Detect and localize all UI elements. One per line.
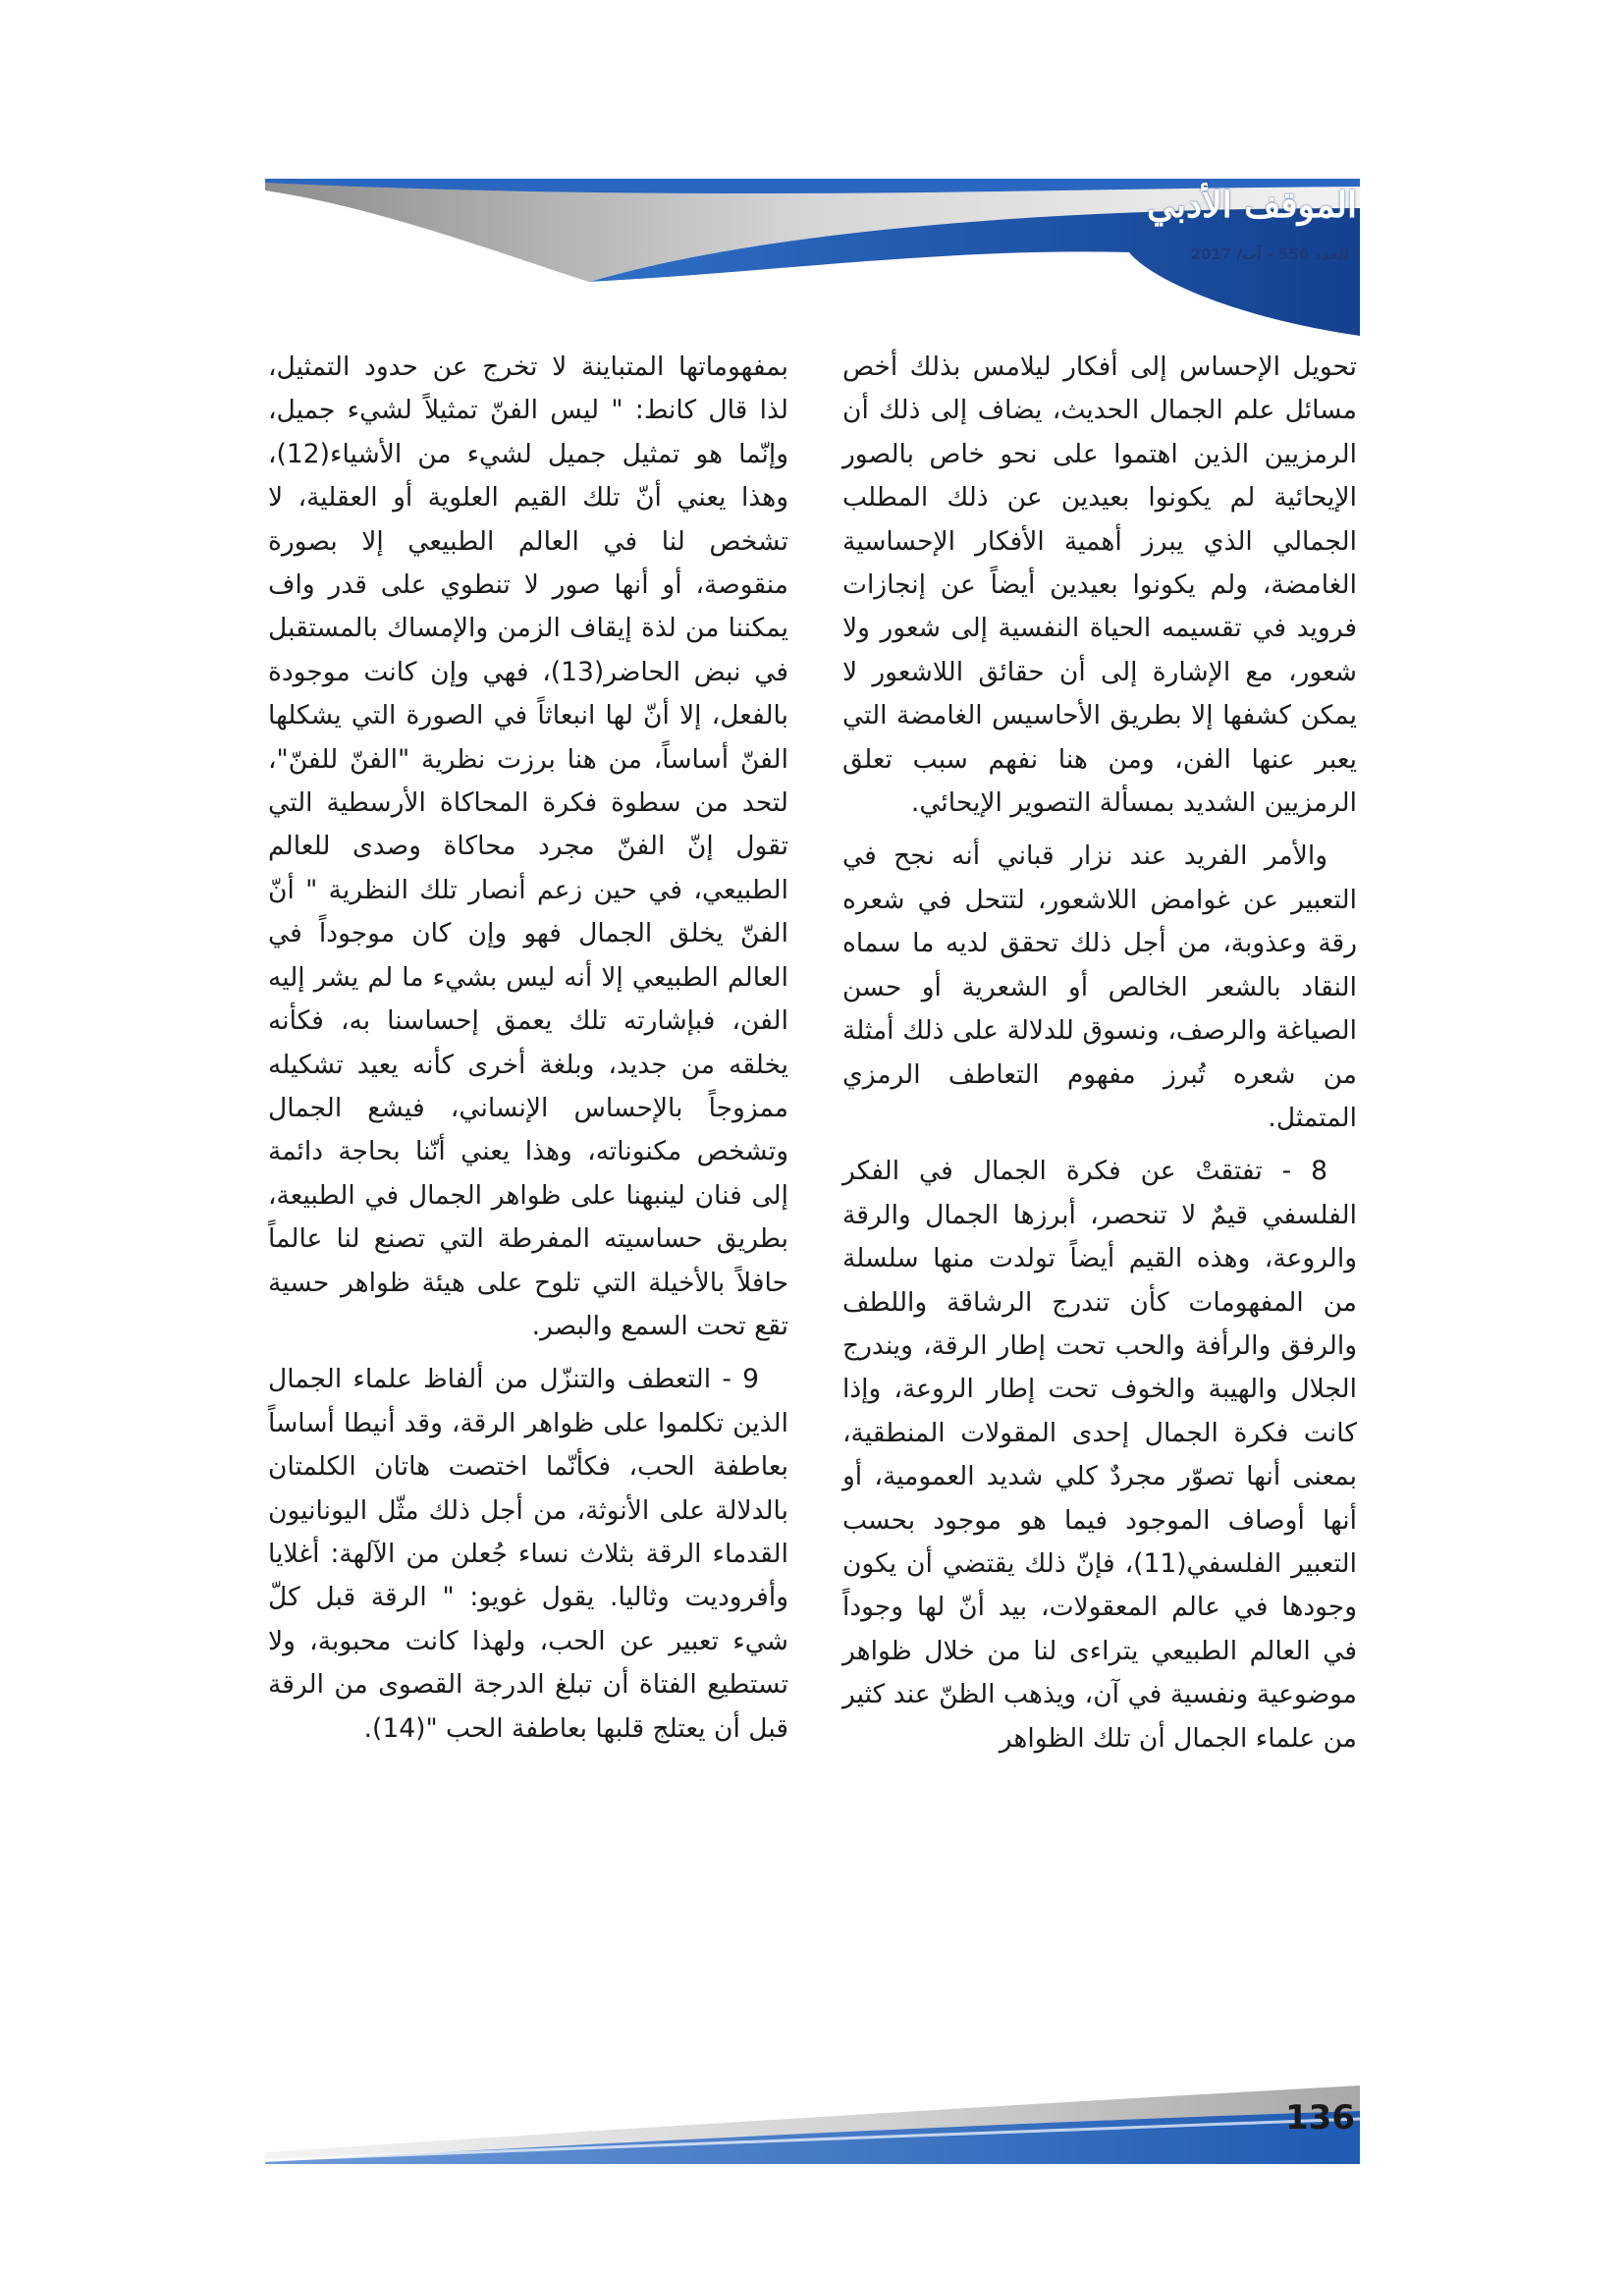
paragraph: 9 - التعطف والتنزّل من ألفاظ علماء الجمال الذين تكلموا على ظواهر الرقة، وقد أنيطا أساساً بعاطفة الحب، فكأنّما اختصت هاتان الكلمتان بالدلالة على الأنوثة، من أجل ذلك مثّل اليونانيون القدماء الرقة بثلاث نساء جُعلن من الآلهة: أغلايا وأفروديت وثاليا. يقول غويو: " الرقة قبل كلّ شيء تعبير عن الحب، ولهذا كانت محبوبة، ولا تستطيع الفتاة أن تبلغ الدرجة القصوى من الرقة قبل أن يعتلج قلبها بعاطفة الحب "(14).	[268, 1364, 788, 1744]
article-column-right	[842, 346, 1357, 1770]
paragraph: تحويل الإحساس إلى أفكار ليلامس بذلك أخص مسائل علم الجمال الحديث، يضاف إلى ذلك أن الرمزيين الذين اهتموا على نحو خاص بالصور الإيحائية لم يكونوا بعيدين عن ذلك المطلب الجمالي الذي يبرز أهمية الأفكار الإحساسية الغامضة، ولم يكونوا بعيدين أيضاً عن إنجازات فرويد في تقسيمه الحياة النفسية إلى شعور ولا شعور، مع الإشارة إلى أن حقائق اللاشعور لا يمكن كشفها إلا بطريق الأحاسيس الغامضة التي يعبر عنها الفن، ومن هنا نفهم سبب تعلق الرمزيين الشديد بمسألة التصوير الإيحائي.	[842, 352, 1357, 819]
paragraph: 8 - تفتقتْ عن فكرة الجمال في الفكر الفلسفي قيمٌ لا تنحصر، أبرزها الجمال والرقة والروعة، وهذه القيم أيضاً تولدت منها سلسلة من المفهومات كأن تندرج الرشاقة واللطف والرفق والرأفة والحب تحت إطار الرقة، ويندرج الجلال والهيبة والخوف تحت إطار الروعة، وإذا كانت فكرة الجمال إحدى المقولات المنطقية، بمعنى أنها تصوّر مجردٌ كلي شديد العمومية، أو أنها أوصاف الموجود فيما هو موجود بحسب التعبير الفلسفي(11)، فإنّ ذلك يقتضي أن يكون وجودها في عالم المعقولات، بيد أنّ لها وجوداً في العالم الطبيعي يتراءى لنا من خلال ظواهر موضوعية ونفسية في آن، ويذهب الظنّ عند كثير من علماء الجمال أن تلك الظواهر	[842, 1156, 1357, 1754]
issue-info: العدد 556 - آب/ 2017	[1190, 245, 1349, 263]
article-column-left	[268, 346, 788, 1760]
paragraph: والأمر الفريد عند نزار قباني أنه نجح في التعبير عن غوامض اللاشعور، لتتحل في شعره رقة وعذوبة، من أجل ذلك تحقق لديه ما سماه النقاد بالشعر الخالص أو الشعرية أو حسن الصياغة والرصف، ونسوق للدلالة على ذلك أمثلة من شعره تُبرز مفهوم التعاطف الرمزي المتمثل.	[842, 840, 1357, 1133]
paragraph: بمفهوماتها المتباينة لا تخرج عن حدود التمثيل، لذا قال كانط: " ليس الفنّ تمثيلاً لشيء جميل، وإنّما هو تمثيل جميل لشيء من الأشياء(12)، وهذا يعني أنّ تلك القيم العلوية أو العقلية، لا تشخص لنا في العالم الطبيعي إلا بصورة منقوصة، أو أنها صور لا تنطوي على قدر واف يمكننا من لذة إيقاف الزمن والإمساك بالمستقبل في نبض الحاضر(13)، فهي وإن كانت موجودة بالفعل، إلا أنّ لها انبعاثاً في الصورة التي يشكلها الفنّ أساساً، من هنا برزت نظرية "الفنّ للفنّ"، لتحد من سطوة فكرة المحاكاة الأرسطية التي تقول إنّ الفنّ مجرد محاكاة وصدى للعالم الطبيعي، في حين زعم أنصار تلك النظرية " أنّ الفنّ يخلق الجمال فهو وإن كان موجوداً في العالم الطبيعي إلا أنه ليس بشيء ما لم يشر إليه الفن، فبإشارته تلك يعمق إحساسنا به، فكأنه يخلقه من جديد، وبلغة أخرى كأنه يعيد تشكيله ممزوجاً بالإحساس الإنساني، فيشع الجمال وتشخص مكنوناته، وهذا يعني أنّنا بحاجة دائمة إلى فنان لينبهنا على ظواهر الجمال في الطبيعة، بطريق حساسيته المفرطة التي تصنع لنا عالماً حافلاً بالأخيلة التي تلوح على هيئة ظواهر حسية تقع تحت السمع والبصر.	[268, 352, 788, 1341]
footer-swoosh-band	[265, 2084, 1360, 2164]
page-number: 136	[1285, 2098, 1355, 2138]
magazine-logo-title: الموقف الأدبي	[1147, 185, 1357, 226]
